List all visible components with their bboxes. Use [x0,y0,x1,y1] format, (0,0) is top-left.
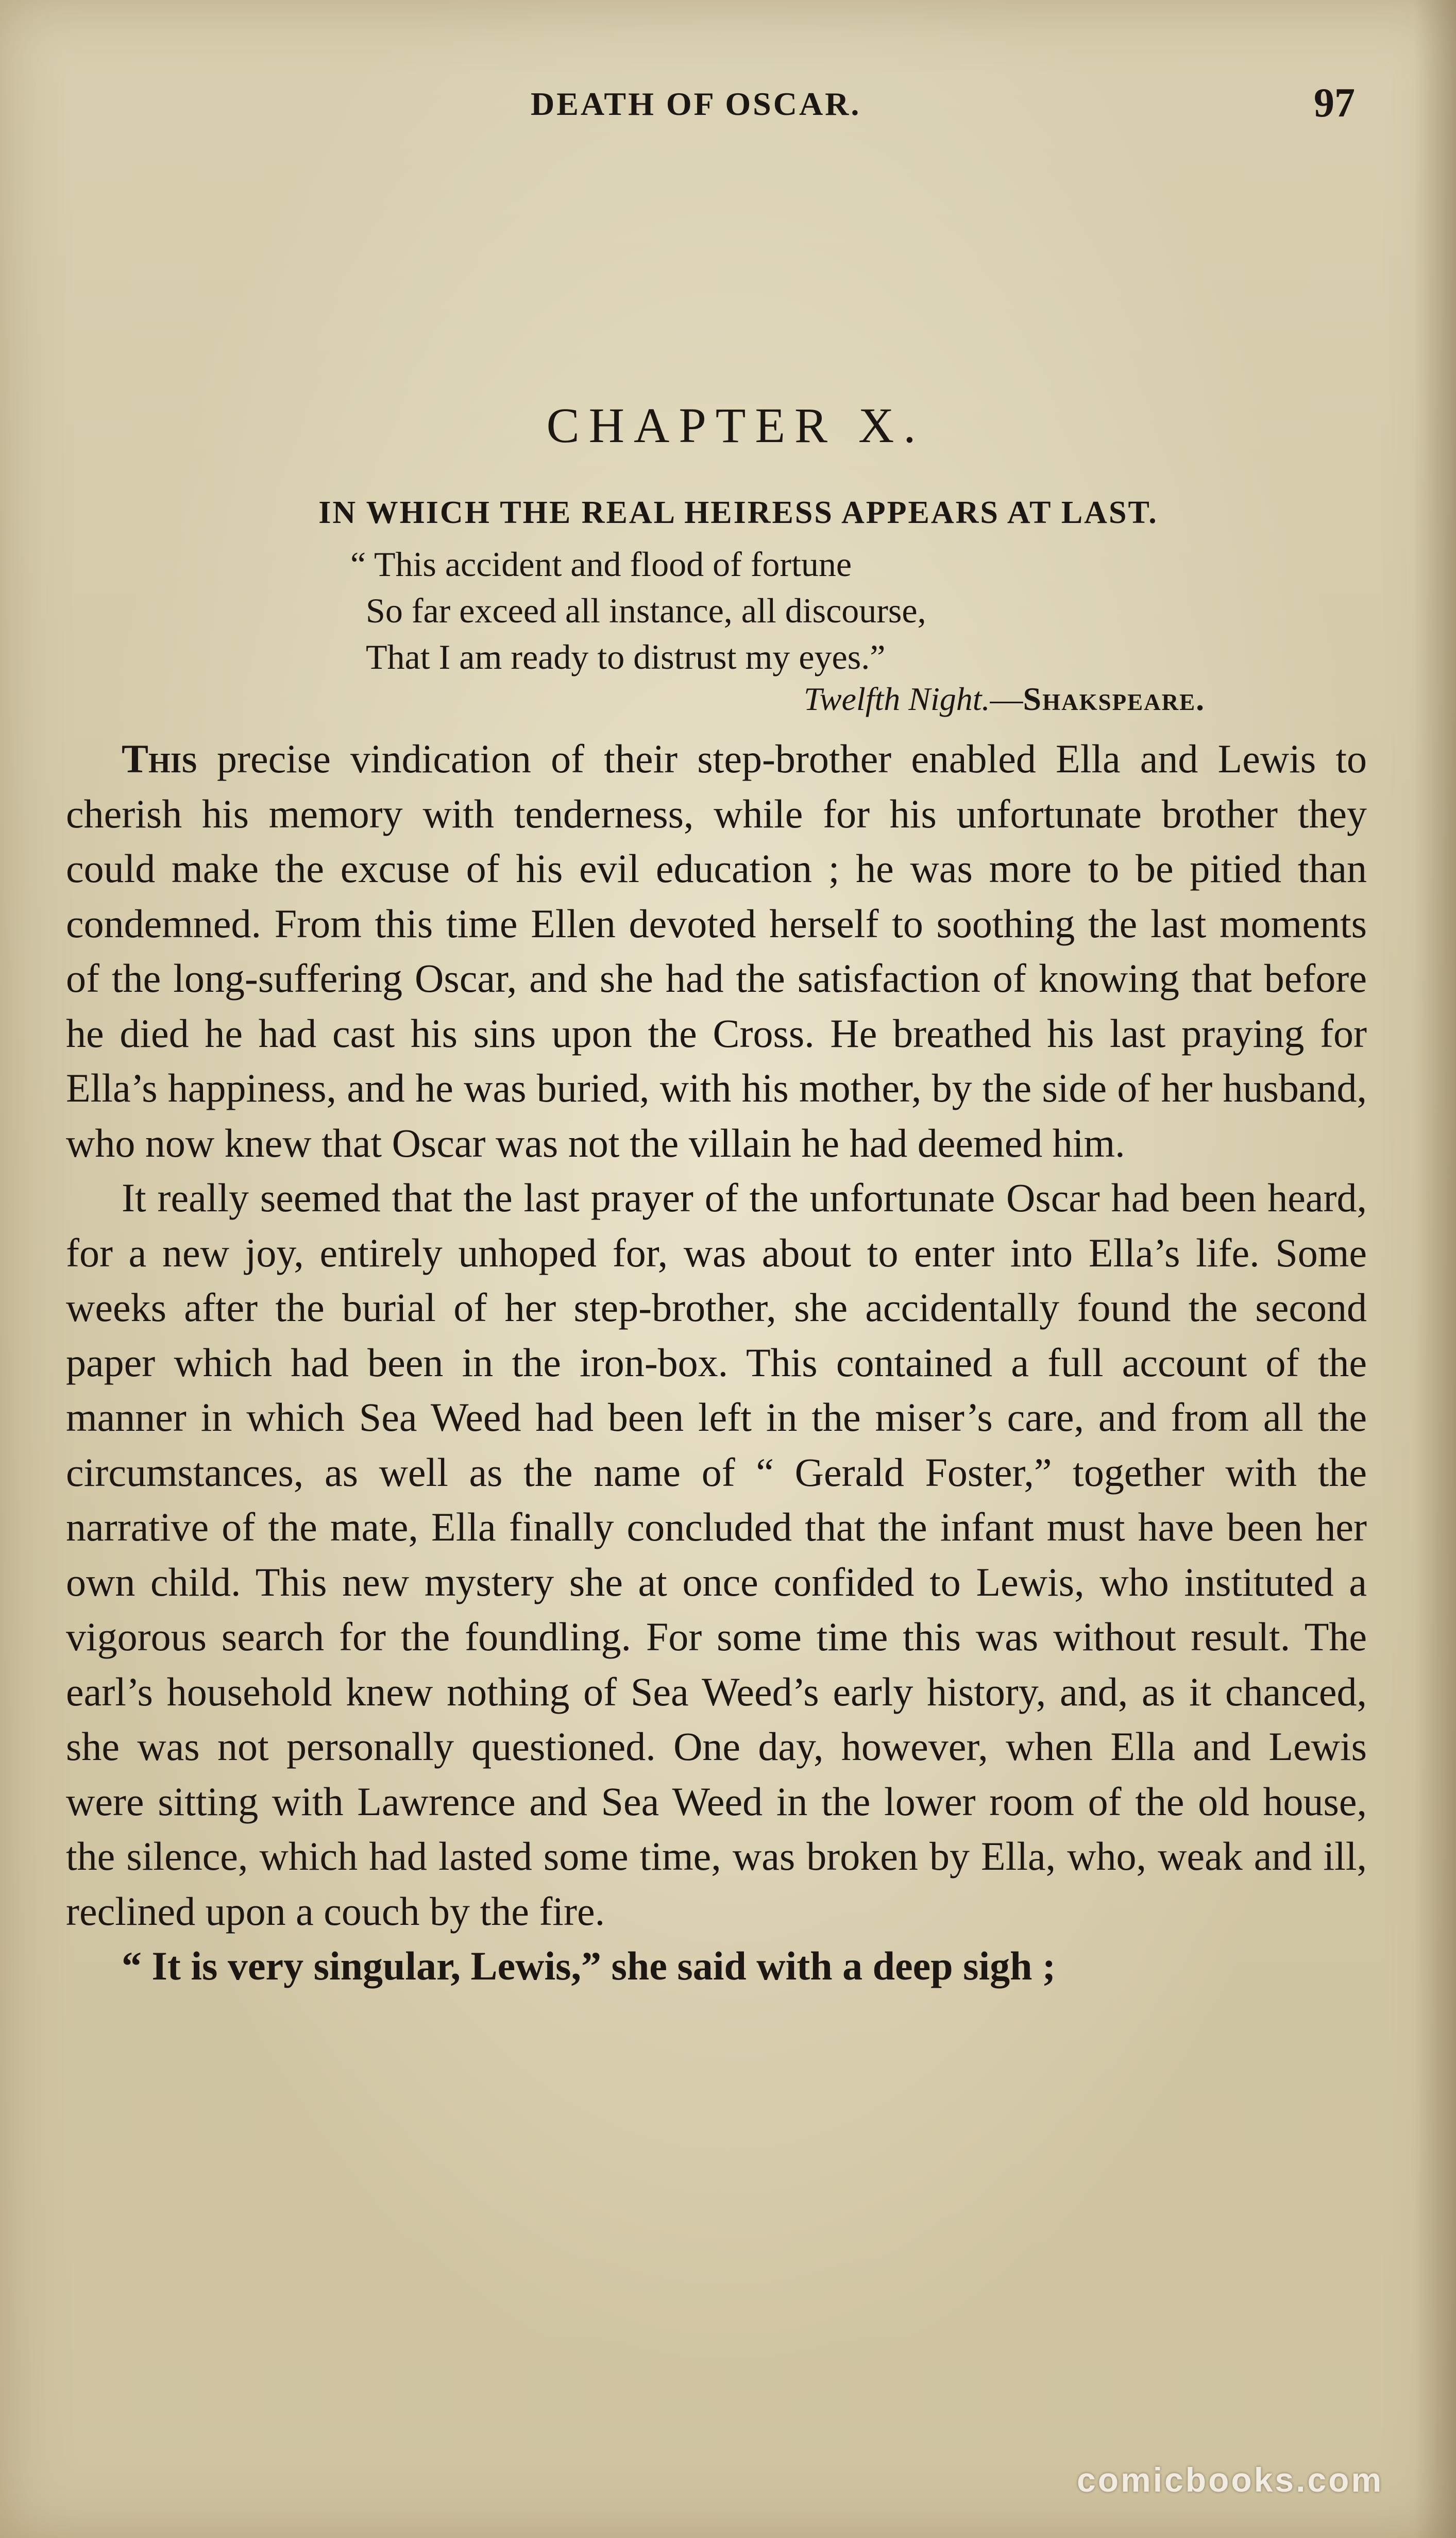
epigraph-line: That I am ready to distrust my eyes.” [366,637,886,676]
epigraph [350,541,1329,680]
watermark: comicbooks.com [1077,2461,1384,2499]
epigraph-source-author: Shakspeare. [1023,681,1206,717]
paragraph-text: precise vindication of their step-brother enabled Ella and Lewis to cherish his memory with tenderness, while for his unfortunate brother they could make the excuse of his evil education ; he was more to be pitied than condemned. From this time Ellen devoted herself to soothing the last moments of the long-suffering Oscar, and she had the satisfaction of knowing that before he died he had cast his sins upon the Cross. He breathed his last praying for Ella’s happiness, and he was buried, with his mother, by the side of her husband, who now knew that Oscar was not the villain he had deemed him. [66,736,1367,1165]
paragraph [66,1171,1367,1939]
paragraph-lead-word: This [122,736,197,781]
epigraph-source-play: Twelfth Night. [804,681,990,717]
paragraph-text: It really seemed that the last prayer of the unfortunate Oscar had been heard, for a new joy, entirely unhoped for, was about to enter into Ella’s life. Some weeks after the burial of her step-brother, she accidentally found the second paper which had been in the iron-box. This contained a full account of the manner in which Sea Weed had been left in the miser’s care, and from all the circumstances, as well as the name of “ Gerald Foster,” together with the narrative of the mate, Ella finally concluded that the infant must have been her own child. This new mystery she at once confided to Lewis, who instituted a vigorous search for the foundling. For some time this was without result. The earl’s household knew nothing of Sea Weed’s early history, and, as it chanced, she was not personally questioned. One day, however, when Ella and Lewis were sitting with Lawrence and Sea Weed in the lower room of the old house, the silence, which had lasted some time, was broken by Ella, who, weak and ill, reclined upon a couch by the fire. [66,1175,1367,1934]
paragraph-text: “ It is very singular, Lewis,” she said with a deep sigh ; [122,1943,1056,1988]
page-number: 97 [1314,80,1355,126]
paragraph [66,1939,1367,1994]
chapter-body [66,732,1367,1994]
chapter-subtitle: IN WHICH THE REAL HEIRESS APPEARS AT LAST. [318,495,1158,530]
epigraph-line: So far exceed all instance, all discourse, [366,591,926,630]
running-title: DEATH OF OSCAR. [531,86,861,122]
paragraph [66,732,1367,1171]
epigraph-source-separator: — [990,681,1023,717]
epigraph-line: “ This accident and flood of fortune [350,545,852,584]
epigraph-attribution [804,680,1205,718]
chapter-heading: CHAPTER X. [546,398,925,453]
running-head [0,80,1456,131]
